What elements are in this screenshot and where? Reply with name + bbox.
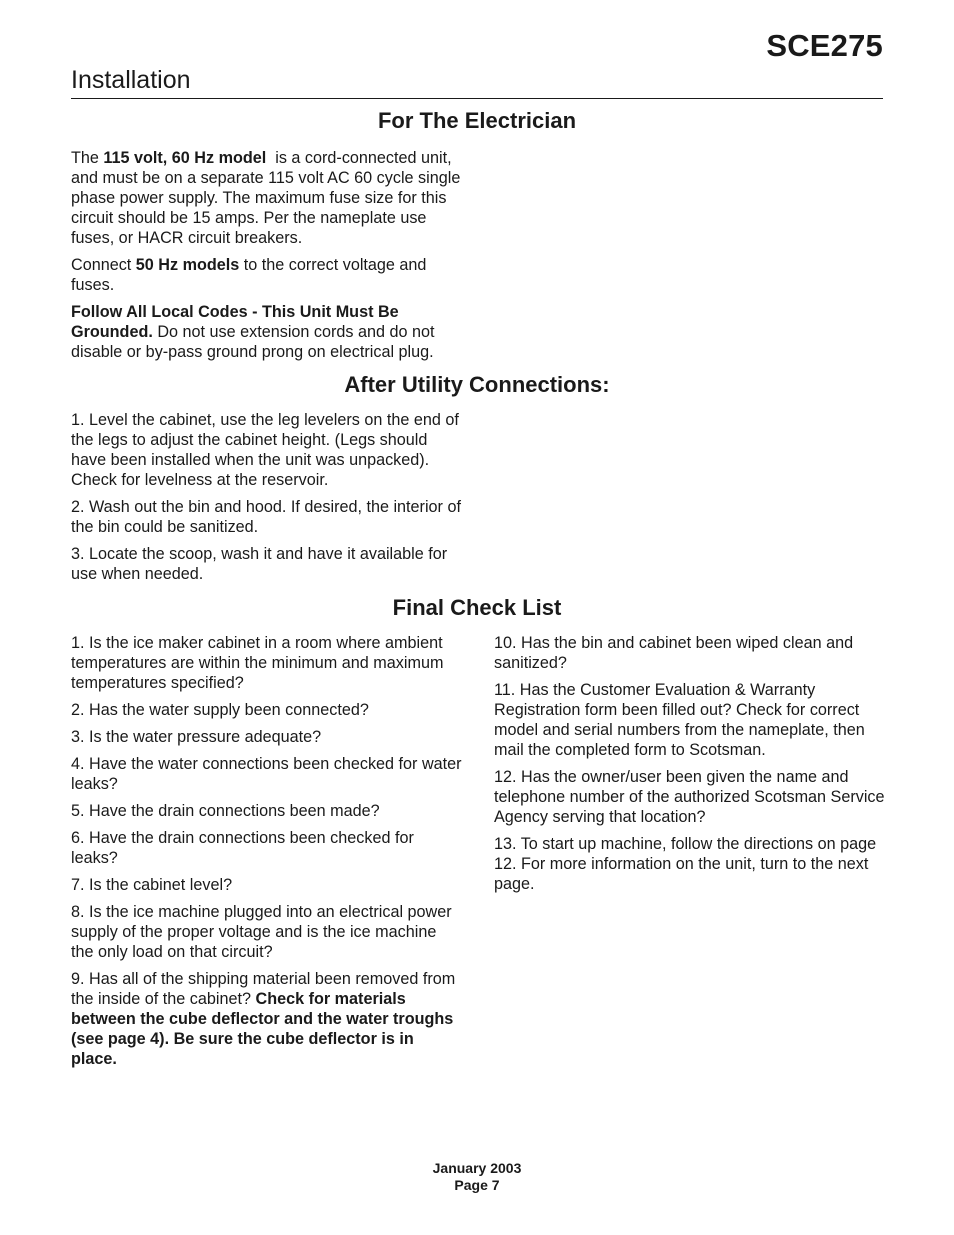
list-item: 4. Have the water connections been checked for water leaks? bbox=[71, 755, 462, 793]
list-item: 3. Is the water pressure adequate? bbox=[71, 728, 322, 746]
text: The bbox=[71, 149, 104, 167]
electrician-heading: For The Electrician bbox=[377, 108, 577, 133]
text: to the correct voltage and fuses. bbox=[71, 256, 427, 294]
electrician-paragraph-3 bbox=[71, 302, 463, 362]
footer-page-number: Page 7 bbox=[454, 1177, 500, 1193]
text: 9. Has all of the shipping material been removed from the inside of the cabinet? bbox=[71, 970, 456, 1008]
bold-text: 115 volt, 60 Hz model bbox=[103, 149, 267, 167]
list-item: 1. Level the cabinet, use the leg levelers on the end of the legs to adjust the cabinet height. (Legs should have been installed when the unit was unpacked). Check for levelness at the reservoir. bbox=[71, 411, 459, 489]
electrician-paragraph-2 bbox=[71, 255, 463, 295]
text: Do not use extension cords and do not disable or by-pass ground prong on electrical plug. bbox=[71, 323, 435, 361]
text: Connect bbox=[71, 256, 136, 274]
list-item: 6. Have the drain connections been checked for leaks? bbox=[71, 829, 414, 867]
footer bbox=[0, 1160, 954, 1194]
footer-date: January 2003 bbox=[432, 1160, 522, 1176]
bold-text: Follow All Local Codes - This Unit Must Be Grounded. bbox=[71, 303, 399, 341]
list-item: 5. Have the drain connections been made? bbox=[71, 802, 380, 820]
list-item: 12. Has the owner/user been given the name and telephone number of the authorized Scotsman Service Agency serving that location? bbox=[494, 768, 885, 826]
list-item: 11. Has the Customer Evaluation & Warranty Registration form been filled out? Check for correct model and serial numbers from the nameplate, then mail the completed form to Scotsman. bbox=[494, 681, 865, 759]
list-item: 2. Has the water supply been connected? bbox=[71, 701, 369, 719]
bold-text: Check for materials between the cube deflector and the water troughs (see page 4). Be sure the cube deflector is in place. bbox=[71, 990, 454, 1068]
list-item: 2. Wash out the bin and hood. If desired, the interior of the bin could be sanitized. bbox=[71, 498, 461, 536]
list-item: 10. Has the bin and cabinet been wiped clean and sanitized? bbox=[494, 634, 854, 672]
section-title: Installation bbox=[71, 66, 191, 94]
list-item bbox=[71, 969, 463, 1069]
list-item: 13. To start up machine, follow the directions on page 12. For more information on the unit, turn to the next page. bbox=[494, 835, 877, 893]
checklist-left-column bbox=[71, 633, 463, 1076]
header-rule bbox=[71, 98, 883, 99]
list-item: 3. Locate the scoop, wash it and have it available for use when needed. bbox=[71, 545, 448, 583]
electrician-section bbox=[71, 148, 463, 369]
electrician-paragraph-1 bbox=[71, 148, 463, 248]
list-item: 7. Is the cabinet level? bbox=[71, 876, 233, 894]
list-item: 1. Is the ice maker cabinet in a room where ambient temperatures are within the minimum and maximum temperatures specified? bbox=[71, 634, 444, 692]
checklist-right-column bbox=[494, 633, 886, 901]
text: is a cord-connected unit, and must be on a separate 115 volt AC 60 cycle single phase power supply. The maximum fuse size for this circuit should be 15 amps. Per the nameplate use fuses, or HACR circuit breakers. bbox=[71, 149, 465, 247]
utility-heading: After Utility Connections: bbox=[344, 372, 610, 397]
list-item: 8. Is the ice machine plugged into an electrical power supply of the proper voltage and is the ice machine the only load on that circuit? bbox=[71, 903, 452, 961]
bold-text: 50 Hz models bbox=[135, 256, 240, 274]
model-number: SCE275 bbox=[766, 28, 883, 63]
utility-section bbox=[71, 410, 463, 591]
checklist-heading: Final Check List bbox=[392, 595, 562, 620]
